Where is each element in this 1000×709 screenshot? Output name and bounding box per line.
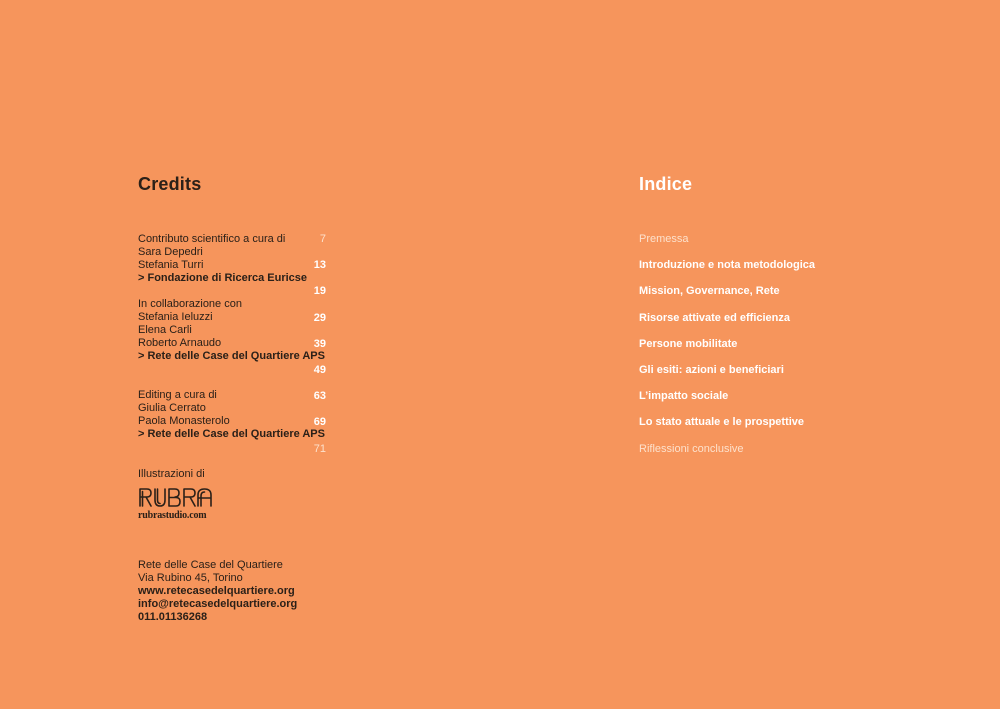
editor-name: Giulia Cerrato [138,402,206,414]
collaborator-name: Stefania Ieluzzi [138,311,213,323]
illustrations-block [138,468,218,522]
toc-page-number: 49 [313,363,326,376]
toc-title: Lo stato attuale e le prospettive [639,416,805,429]
toc-page-number: 39 [313,337,326,350]
index-column [313,172,900,455]
scientific-contribution-block [138,233,307,285]
toc-page-number: 19 [313,285,326,298]
toc-title: Mission, Governance, Rete [639,285,780,298]
collaboration-label: In collaborazione con [138,298,242,310]
toc-title: L’impatto sociale [639,390,729,403]
rubra-logo-mark [138,487,214,507]
organization-name: > Rete delle Case del Quartiere APS [138,350,325,362]
contact-block [138,559,297,624]
toc-title: Introduzione e nota metodologica [639,259,815,272]
contact-address: Via Rubino 45, Torino [138,572,243,584]
toc-page-number: 7 [319,233,326,245]
collaboration-block [138,298,325,363]
scientific-label: Contributo scientifico a cura di [138,233,286,245]
author-name: Sara Depedri [138,246,203,258]
contact-organization: Rete delle Case del Quartiere [138,559,283,571]
toc-title: Persone mobilitate [639,337,738,350]
toc-page-number: 69 [313,416,326,429]
toc-title: Riflessioni conclusive [639,442,744,455]
toc-title: Risorse attivate ed efficienza [639,311,791,324]
index-title: Indice [639,174,693,194]
organization-name: > Rete delle Case del Quartiere APS [138,428,325,440]
credits-title: Credits [138,174,202,194]
email-link[interactable]: info@retecasedelquartiere.org [138,598,298,610]
toc-page-number: 71 [313,442,326,455]
collaborator-name: Elena Carli [138,324,192,336]
phone-number: 011.01136268 [138,611,208,623]
collaborator-name: Roberto Arnaudo [138,337,222,349]
editing-label: Editing a cura di [138,389,217,401]
organization-name: > Fondazione di Ricerca Euricse [138,272,308,284]
illustrations-label: Illustrazioni di [138,468,205,480]
author-name: Stefania Turri [138,259,204,271]
rubra-logo [138,487,218,522]
editor-name: Paola Monasterolo [138,415,230,427]
toc-page-number: 63 [313,390,326,403]
toc-page-number: 29 [313,311,326,324]
toc-title: Premessa [639,233,689,245]
toc-title: Gli esiti: azioni e beneficiari [639,363,784,376]
toc-page-number: 13 [313,259,326,272]
logo-caption: rubrastudio.com [138,510,207,521]
website-link[interactable]: www.retecasedelquartiere.org [138,585,295,597]
